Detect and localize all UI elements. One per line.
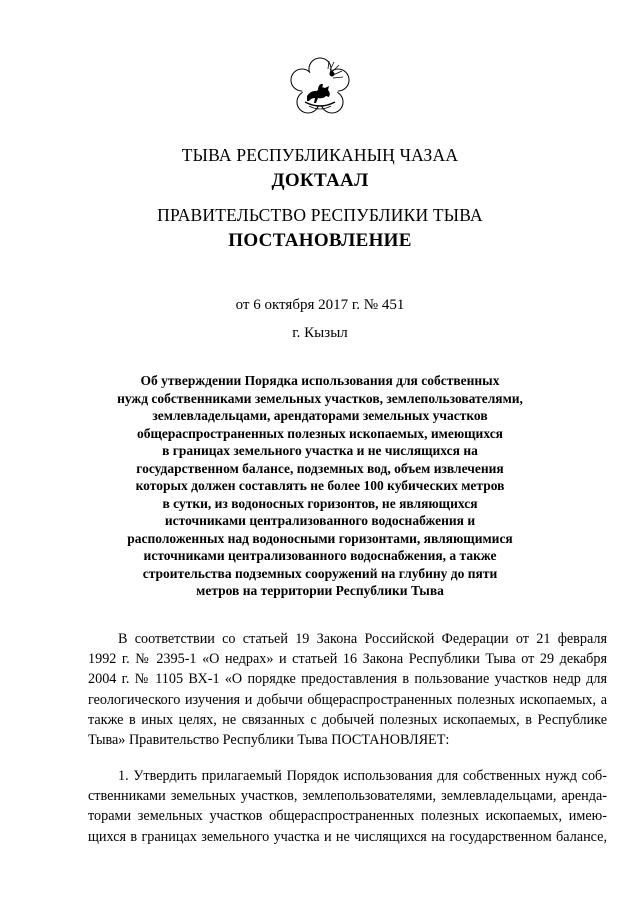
paragraph-line: торами земельных участков общераспространенных полезных ископаемых, имею- — [88, 808, 607, 825]
title-line: в границах земельного участка и не числящихся на — [162, 443, 478, 458]
title-line: землевладельцами, арендаторами земельных участков — [152, 408, 488, 423]
preamble-paragraph — [88, 629, 607, 750]
title-line: метров на территории Республики Тыва — [196, 583, 444, 598]
title-line: расположенных над водоносными горизонтами, являющимися — [127, 530, 513, 546]
paragraph-line: Тыва» Правительство Республики Тыва ПОСТАНОВЛЯЕТ: — [88, 732, 450, 749]
title-line: общераспространенных полезных ископаемых, имеющихся — [137, 425, 503, 441]
government-heading: ПРАВИТЕЛЬСТВО РЕСПУБЛИКИ ТЫВА — [157, 205, 483, 225]
tyva-government-heading: ТЫВА РЕСПУБЛИКАНЫҢ ЧАЗАА — [181, 145, 459, 165]
clause-1-paragraph — [88, 766, 607, 847]
title-line: которых должен составлять не более 100 кубических метров — [135, 478, 505, 493]
tyva-coat-of-arms-icon — [287, 56, 353, 122]
paragraph-line: также в иных целях, не связанных с добычей полезных ископаемых, в Республике — [88, 711, 607, 728]
title-line: государственном балансе, подземных вод, объем извлечения — [136, 460, 504, 476]
title-line: источниками централизованного водоснабжения, а также — [143, 548, 497, 563]
paragraph-line: геологического изучения и добычи общераспространенных полезных ископаемых, а — [88, 691, 607, 708]
paragraph-line: 2004 г. № 1105 ВХ-1 «О порядке предоставления в пользование участков недр для — [88, 671, 607, 688]
paragraph-line: щихся в границах земельного участка и не числящихся на государственном балансе, — [88, 828, 607, 845]
title-line: источниками централизованного водоснабжения и — [164, 513, 476, 528]
paragraph-line: В соответствии со статьей 19 Закона Российской Федерации от 21 февраля — [118, 631, 607, 647]
resolution-title — [60, 372, 580, 600]
date-number: от 6 октября 2017 г. № 451 — [235, 297, 405, 313]
paragraph-line: 1. Утвердить прилагаемый Порядок использования для собственных нужд соб- — [118, 768, 607, 784]
tyva-doc-type-heading: ДОКТААЛ — [271, 170, 369, 191]
city: г. Кызыл — [292, 325, 348, 341]
paragraph-line: 1992 г. № 2395-1 «О недрах» и статьей 16 Закона Республики Тыва от 29 декабря — [88, 651, 607, 668]
paragraph-line: ственниками земельных участков, землепользователями, землевладельцами, аренда- — [88, 788, 607, 805]
title-line: в сутки, из водоносных горизонтов, не являющихся — [162, 495, 478, 511]
title-line: нужд собственниками земельных участков, землепользователями, — [117, 390, 523, 406]
title-line: Об утверждении Порядка использования для собственных — [140, 373, 500, 388]
doc-type-heading: ПОСТАНОВЛЕНИЕ — [228, 230, 412, 251]
title-line: строительства подземных сооружений на глубину до пяти — [142, 565, 498, 581]
